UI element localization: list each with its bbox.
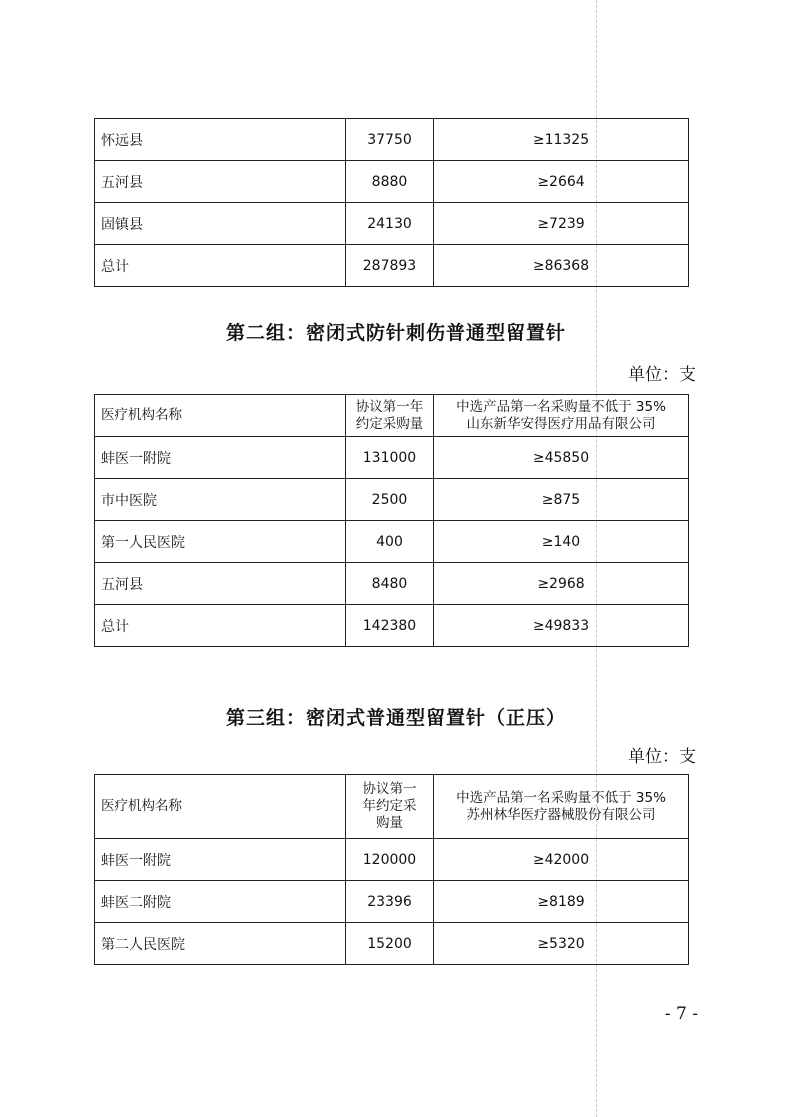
table-row (95, 203, 689, 245)
table-row (95, 881, 689, 923)
min-qty-cell: ≥45850 (434, 437, 689, 479)
table-row (95, 437, 689, 479)
org-name-cell: 蚌医二附院 (95, 881, 346, 923)
agreed-qty-cell: 287893 (346, 245, 434, 287)
header-agreed-qty (346, 775, 434, 839)
table-group2 (94, 394, 689, 647)
table-group3 (94, 774, 689, 965)
agreed-qty-cell: 120000 (346, 839, 434, 881)
header-agreed-qty-line: 约定采购量 (355, 415, 424, 432)
org-name-cell: 固镇县 (95, 203, 346, 245)
org-name-cell: 五河县 (95, 563, 346, 605)
table-row (95, 521, 689, 563)
table-row (95, 839, 689, 881)
agreed-qty-cell: 2500 (346, 479, 434, 521)
page-number: - 7 - (664, 1004, 698, 1024)
agreed-qty-cell: 8880 (346, 161, 434, 203)
header-min-qty (434, 775, 689, 839)
header-min-qty-supplier: 苏州林华医疗器械股份有限公司 (466, 806, 656, 823)
min-qty-cell: ≥49833 (434, 605, 689, 647)
min-qty-cell: ≥86368 (434, 245, 689, 287)
header-org-name: 医疗机构名称 (95, 775, 346, 839)
org-name-cell: 五河县 (95, 161, 346, 203)
min-qty-cell: ≥7239 (434, 203, 689, 245)
table-row (95, 563, 689, 605)
org-name-cell: 第二人民医院 (95, 923, 346, 965)
min-qty-cell: ≥140 (434, 521, 689, 563)
org-name-cell: 总计 (95, 605, 346, 647)
header-min-qty-supplier: 山东新华安得医疗用品有限公司 (466, 415, 656, 432)
min-qty-cell: ≥8189 (434, 881, 689, 923)
header-min-qty-line: 中选产品第一名采购量不低于 35% (456, 789, 666, 806)
min-qty-cell: ≥5320 (434, 923, 689, 965)
org-name-cell: 总计 (95, 245, 346, 287)
org-name-cell: 第一人民医院 (95, 521, 346, 563)
header-agreed-qty-line: 年约定采 (362, 798, 417, 814)
group2-title: 第二组：密闭式防针刺伤普通型留置针 (225, 322, 566, 344)
group2-unit: 单位：支 (628, 365, 696, 385)
group3-title: 第三组：密闭式普通型留置针（正压） (225, 707, 566, 729)
table-row (95, 245, 689, 287)
agreed-qty-cell: 23396 (346, 881, 434, 923)
agreed-qty-cell: 37750 (346, 119, 434, 161)
table-row (95, 605, 689, 647)
org-name-cell: 蚌医一附院 (95, 437, 346, 479)
min-qty-cell: ≥2968 (434, 563, 689, 605)
table-row (95, 923, 689, 965)
agreed-qty-cell: 131000 (346, 437, 434, 479)
header-agreed-qty (346, 395, 434, 437)
org-name-cell: 市中医院 (95, 479, 346, 521)
header-agreed-qty-line: 协议第一 (362, 781, 417, 797)
min-qty-cell: ≥2664 (434, 161, 689, 203)
table-header-row (95, 395, 689, 437)
min-qty-cell: ≥11325 (434, 119, 689, 161)
org-name-cell: 蚌医一附院 (95, 839, 346, 881)
agreed-qty-cell: 142380 (346, 605, 434, 647)
table-row (95, 119, 689, 161)
group3-unit: 单位：支 (628, 747, 696, 767)
agreed-qty-cell: 8480 (346, 563, 434, 605)
table-group1-continued (94, 118, 689, 287)
agreed-qty-cell: 400 (346, 521, 434, 563)
min-qty-cell: ≥42000 (434, 839, 689, 881)
header-min-qty-line: 中选产品第一名采购量不低于 35% (456, 398, 666, 415)
header-agreed-qty-line: 购量 (376, 815, 403, 831)
table-header-row (95, 775, 689, 839)
header-agreed-qty-line: 协议第一年 (355, 398, 424, 415)
org-name-cell: 怀远县 (95, 119, 346, 161)
header-min-qty (434, 395, 689, 437)
table-row (95, 479, 689, 521)
agreed-qty-cell: 24130 (346, 203, 434, 245)
header-org-name: 医疗机构名称 (95, 395, 346, 437)
table-row (95, 161, 689, 203)
agreed-qty-cell: 15200 (346, 923, 434, 965)
min-qty-cell: ≥875 (434, 479, 689, 521)
